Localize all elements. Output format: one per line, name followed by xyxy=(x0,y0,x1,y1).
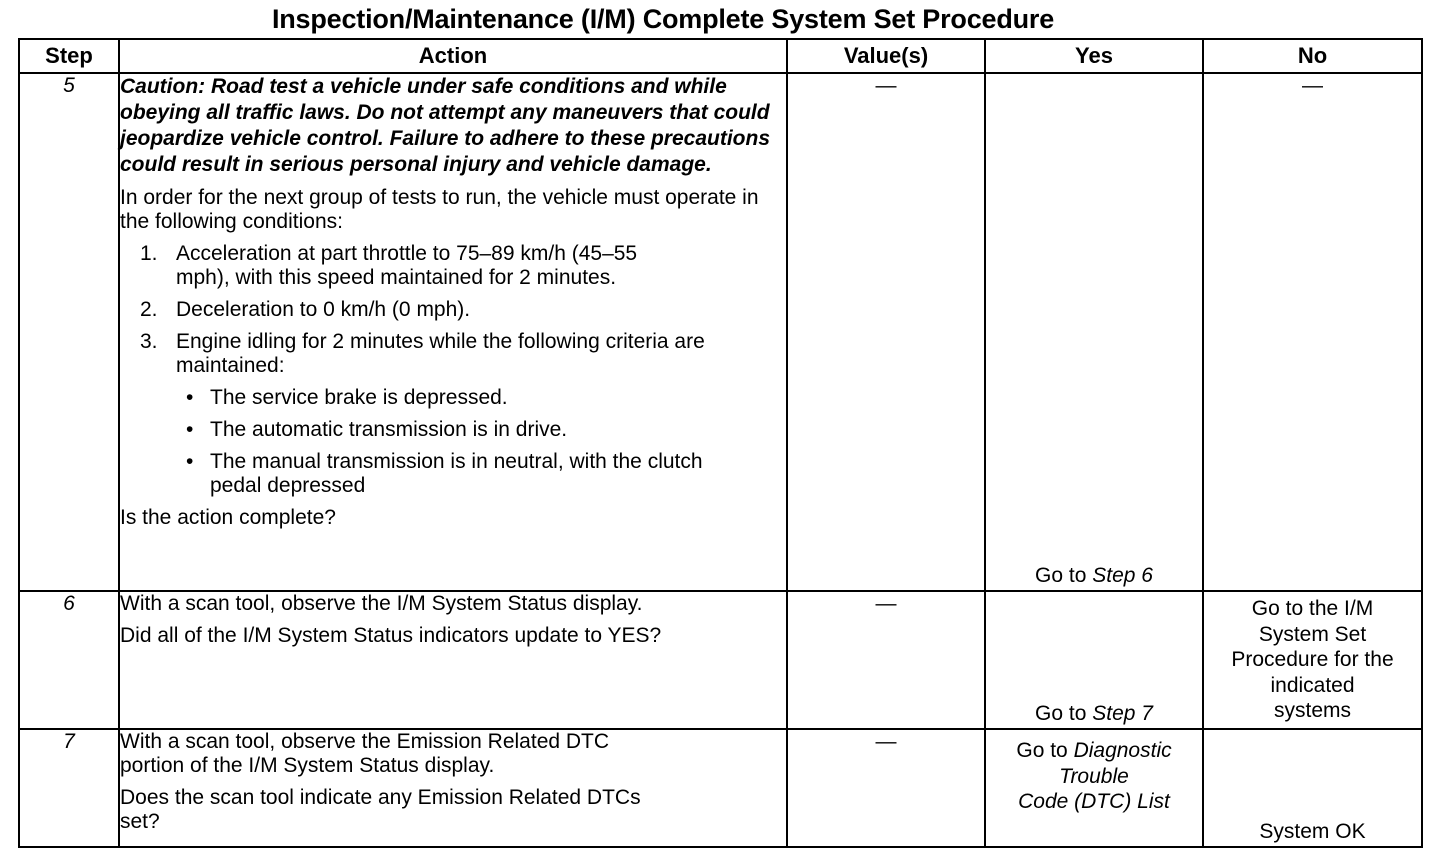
table-row-step-5 xyxy=(19,73,1422,591)
header-no: No xyxy=(1203,39,1422,73)
question-text: Is the action complete? xyxy=(120,506,336,529)
action-text: With a scan tool, observe the I/M System Status display. xyxy=(120,592,643,615)
list-number: 3. xyxy=(140,330,158,353)
bullet-item xyxy=(120,450,786,498)
action-cell xyxy=(119,729,787,847)
list-item xyxy=(120,242,786,290)
action-text: With a scan tool, observe the Emission Related DTC portion of the I/M System Status display. xyxy=(120,730,610,777)
bullet-text: The service brake is depressed. xyxy=(210,386,508,409)
yes-action xyxy=(986,564,1202,588)
dtc-list-link[interactable]: Diagnostic xyxy=(1073,739,1172,762)
header-values: Value(s) xyxy=(787,39,985,73)
no-cell xyxy=(1203,591,1422,729)
bullet-text: The manual transmission is in neutral, with the clutch pedal depressed xyxy=(210,450,703,497)
bullet-item xyxy=(120,386,786,410)
yes-action-line xyxy=(986,789,1202,815)
yes-cell xyxy=(985,729,1203,847)
list-text: Acceleration at part throttle to 75–89 km/h (45–55 mph), with this speed maintained for 2 minutes. xyxy=(176,242,638,289)
list-text: Engine idling for 2 minutes while the following criteria are maintained: xyxy=(176,330,705,377)
yes-cell xyxy=(985,73,1203,591)
no-cell xyxy=(1203,729,1422,847)
dtc-list-link[interactable]: Trouble xyxy=(1059,764,1129,788)
question-text: Does the scan tool indicate any Emission Related DTCs set? xyxy=(120,786,641,833)
yes-action-line xyxy=(986,764,1202,790)
action-cell xyxy=(119,73,787,591)
bullet-icon: • xyxy=(186,450,194,473)
table-row-step-6 xyxy=(19,591,1422,729)
caution-text: Caution: Road test a vehicle under safe conditions and while obeying all traffic laws. Do not attempt any maneuvers that could jeopardize vehicle control. Failure to adhere to these precautions could result in serious personal injury and vehicle damage. xyxy=(120,75,770,176)
bullet-item xyxy=(120,418,786,442)
list-item xyxy=(120,330,786,378)
step-number: 6 xyxy=(19,591,119,729)
no-action-line: Go to the I/M xyxy=(1251,597,1374,620)
procedure-table xyxy=(18,38,1423,848)
step-link[interactable]: Step 7 xyxy=(1092,702,1153,725)
no-action-line: System Set xyxy=(1258,622,1367,646)
header-yes: Yes xyxy=(985,39,1203,73)
bullet-icon: • xyxy=(186,386,194,409)
question-text: Did all of the I/M System Status indicators update to YES? xyxy=(120,624,662,647)
yes-action-line xyxy=(986,738,1202,764)
no-action: System OK xyxy=(1259,820,1366,843)
action-cell xyxy=(119,591,787,729)
bullet-text: The automatic transmission is in drive. xyxy=(210,418,568,441)
list-number: 2. xyxy=(140,298,158,321)
value-cell: — xyxy=(787,73,985,591)
table-row-step-7 xyxy=(19,729,1422,847)
document-title: Inspection/Maintenance (I/M) Complete System Set Procedure xyxy=(271,4,1055,34)
header-step: Step xyxy=(19,39,119,73)
yes-action xyxy=(986,702,1202,726)
list-number: 1. xyxy=(140,242,158,265)
yes-prefix: Go to xyxy=(1035,702,1093,725)
value-cell: — xyxy=(787,729,985,847)
yes-prefix: Go to xyxy=(1016,739,1074,762)
no-action-line: systems xyxy=(1273,699,1351,722)
no-cell: — xyxy=(1203,73,1422,591)
no-action-line: Procedure for the xyxy=(1231,648,1394,671)
header-action: Action xyxy=(119,39,787,73)
no-action-line: indicated xyxy=(1270,673,1355,697)
header-row xyxy=(19,39,1422,73)
list-item xyxy=(120,298,786,322)
yes-prefix: Go to xyxy=(1035,564,1093,587)
value-cell: — xyxy=(787,591,985,729)
step-link[interactable]: Step 6 xyxy=(1092,564,1153,587)
yes-cell xyxy=(985,591,1203,729)
list-text: Deceleration to 0 km/h (0 mph). xyxy=(176,298,471,321)
step-number: 7 xyxy=(19,729,119,847)
dtc-list-link[interactable]: Code (DTC) List xyxy=(1018,790,1170,813)
step-number: 5 xyxy=(19,73,119,591)
bullet-icon: • xyxy=(186,418,194,441)
intro-text: In order for the next group of tests to run, the vehicle must operate in the following conditions: xyxy=(120,186,759,233)
